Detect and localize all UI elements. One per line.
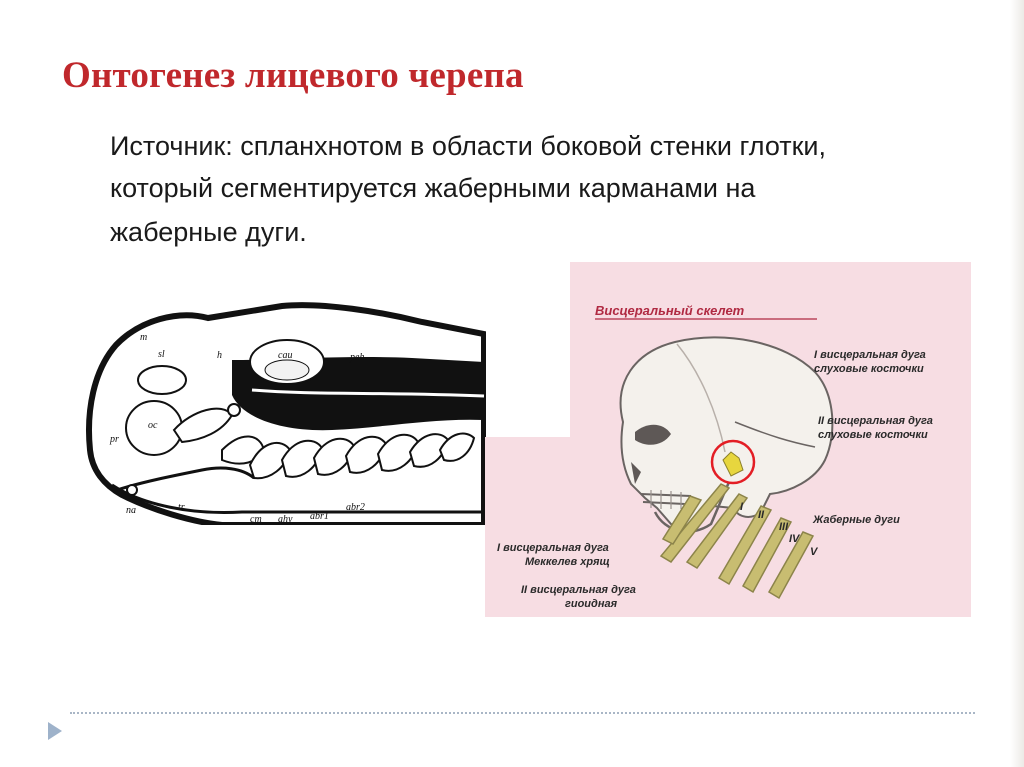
label-abr2: abr2: [346, 502, 365, 513]
embryo-section-figure: [82, 300, 486, 525]
svg-text:III: III: [779, 521, 789, 533]
label-ahy: ahy: [278, 514, 293, 525]
label-arch2-bottom: II висцеральная дуга: [521, 584, 636, 596]
label-tr: tr: [178, 502, 185, 513]
label-h: h: [217, 350, 222, 361]
body-line-source: Источник: спланхнотом в области боковой стенки глотки,: [110, 131, 827, 161]
label-arch1-top-sub: слуховые косточки: [814, 363, 924, 375]
label-na: na: [126, 505, 136, 516]
svg-text:V: V: [810, 546, 818, 558]
label-abr1: abr1: [310, 511, 329, 522]
svg-text:I: I: [740, 501, 744, 513]
slide-edge-shadow: [1010, 0, 1024, 767]
body-line-segmentation: который сегментируется жаберными карманами на: [110, 173, 756, 203]
visceral-skeleton-figure: [485, 262, 971, 617]
footer-divider: [70, 712, 975, 714]
svg-text:II: II: [758, 509, 765, 521]
label-oc: oc: [148, 420, 158, 431]
label-gill-arches: Жаберные дуги: [813, 514, 900, 526]
label-cm: cm: [250, 514, 262, 525]
label-m: m: [140, 332, 148, 343]
body-line-arches: жаберные дуги.: [110, 217, 307, 247]
visceral-heading: Висцеральный скелет: [595, 303, 745, 318]
label-peh: peh: [350, 352, 365, 363]
label-arch1-bottom-sub: Меккелев хрящ: [525, 556, 610, 568]
label-cau: cau: [278, 350, 293, 361]
svg-text:IV: IV: [789, 533, 800, 545]
label-arch1-top: I висцеральная дуга: [814, 349, 926, 361]
label-arch2-top: II висцеральная дуга: [818, 415, 933, 427]
label-pr: pr: [110, 434, 119, 445]
slide-title: Онтогенез лицевого черепа: [62, 55, 524, 96]
label-arch2-bottom-sub: гиоидная: [565, 598, 618, 610]
label-arch2-top-sub: слуховые косточки: [818, 429, 928, 441]
slide-body: [110, 130, 930, 249]
label-arch1-bottom: I висцеральная дуга: [497, 542, 609, 554]
label-sl: sl: [158, 349, 165, 360]
triangle-right-icon[interactable]: [46, 720, 64, 742]
